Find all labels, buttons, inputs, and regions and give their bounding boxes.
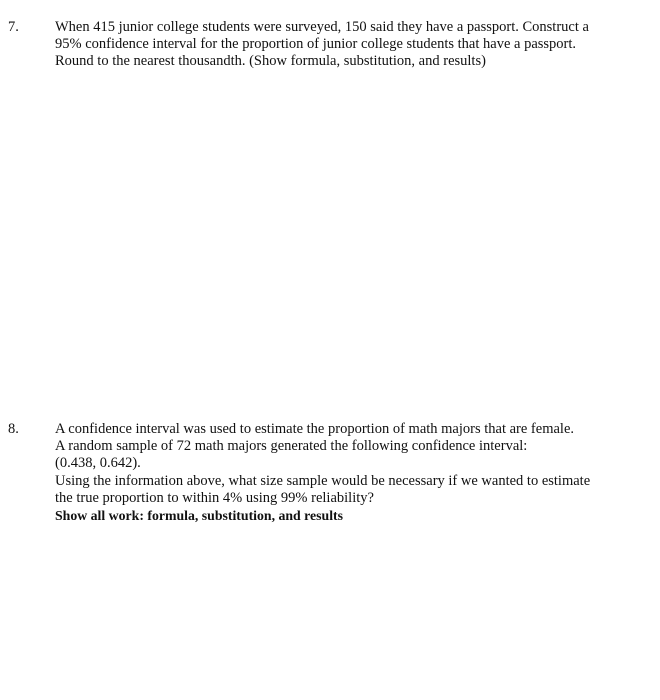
question-line: Using the information above, what size sample would be necessary if we wanted to estimate: [55, 472, 591, 489]
work-instruction: Show all work: formula, substitution, and results: [55, 508, 343, 524]
question-text: [55, 421, 645, 524]
question-number: 8.: [8, 421, 19, 437]
question-line: 95% confidence interval for the proportion of junior college students that have a passport.: [55, 36, 577, 53]
question-text: [55, 19, 645, 71]
question-line: When 415 junior college students were surveyed, 150 said they have a passport. Construct a: [55, 19, 589, 35]
question-line: (0.438, 0.642).: [55, 455, 141, 472]
question-line: Round to the nearest thousandth. (Show formula, substitution, and results): [55, 53, 486, 70]
question-line: A confidence interval was used to estimate the proportion of math majors that are female.: [55, 421, 575, 437]
question-line: A random sample of 72 math majors generated the following confidence interval:: [55, 438, 528, 455]
question-line: the true proportion to within 4% using 99% reliability?: [55, 489, 374, 506]
question-number: 7.: [8, 19, 19, 35]
